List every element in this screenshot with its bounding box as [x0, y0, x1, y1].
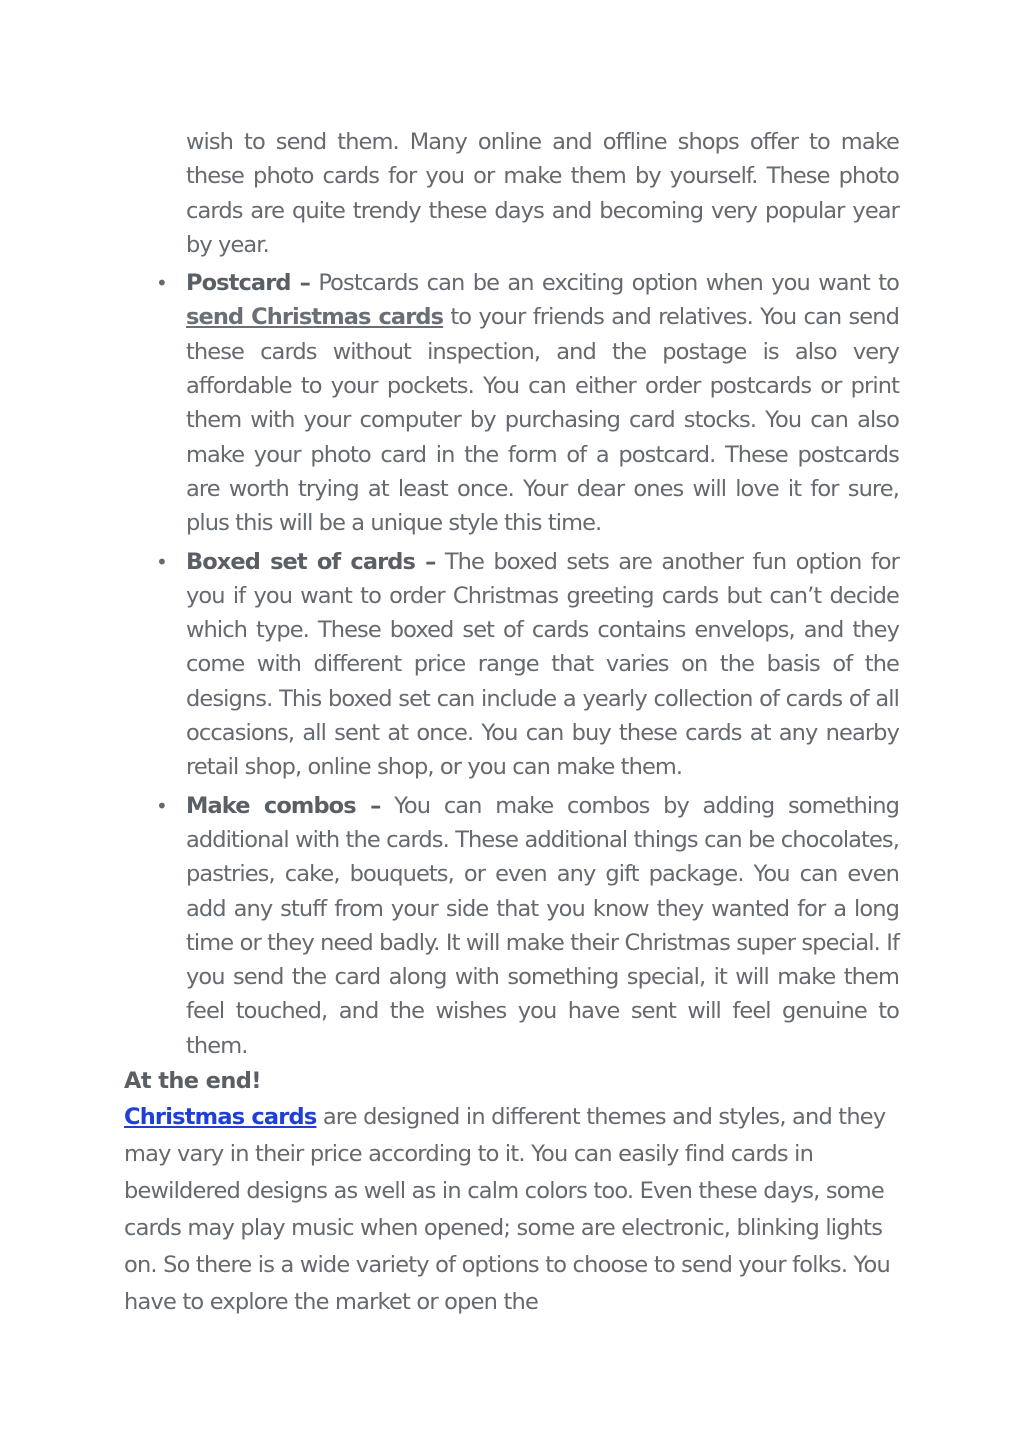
bulleted-list: [156, 125, 899, 1067]
conclusion-paragraph: [124, 1099, 904, 1321]
list-item-text: Postcards can be an exciting option when you want to: [309, 270, 899, 297]
christmas-cards-link[interactable]: Christmas cards: [124, 1104, 317, 1130]
section-heading: At the end!: [124, 1068, 261, 1094]
list-item-text: to your friends and relatives. You can send these cards without inspection, and the postage is also very affordable to your pockets. You can either order postcards or print them with your computer by purchasing card stocks. You can also make your photo card in the form of a postcard. These postcards are worth trying at least once. Your dear ones will love it for sure, plus this will be a unique style this time.: [186, 304, 899, 537]
list-item-title: Make combos –: [186, 792, 381, 819]
list-item-text: The boxed sets are another fun option for you if you want to order Christmas greeting cards but can’t decide which type. These boxed set of cards contains envelops, and they come with different price range that varies on the basis of the designs. This boxed set can include a yearly collection of cards of all occasions, all sent at once. You can buy these cards at any nearby retail shop, online shop, or you can make them.: [186, 548, 899, 781]
bullet-icon: •: [156, 271, 167, 296]
list-item-title: Postcard –: [186, 270, 310, 297]
list-item-make-combos: [156, 789, 899, 1063]
list-item-title: Boxed set of cards –: [186, 548, 436, 575]
list-item-text: You can make combos by adding something additional with the cards. These additional things can be chocolates, pastries, cake, bouquets, or even any gift package. You can even add any stuff from your side that you know they wanted for a long time or they need badly. It will make their Christmas super special. If you send the card along with something special, it will make them feel touched, and the wishes you have sent will feel genuine to them.: [186, 792, 899, 1059]
conclusion-text: are designed in different themes and styles, and they may vary in their price according to it. You can easily find cards in bewildered designs as well as in calm colors too. Even these days, some cards may play music when opened; some are electronic, blinking lights on. So there is a wide variety of options to choose to send your folks. You have to explore the market or open the: [124, 1104, 890, 1315]
send-christmas-cards-link[interactable]: send Christmas cards: [186, 304, 444, 331]
continuation-text: wish to send them. Many online and offline shops offer to make these photo cards for you or make them by yourself. These photo cards are quite trendy these days and becoming very popular year by year.: [186, 129, 899, 258]
bullet-icon: •: [156, 549, 167, 574]
list-item-continuation: [186, 125, 899, 262]
list-item-boxed-set: [156, 545, 899, 785]
list-item-postcard: [156, 266, 899, 540]
bullet-icon: •: [156, 793, 167, 818]
